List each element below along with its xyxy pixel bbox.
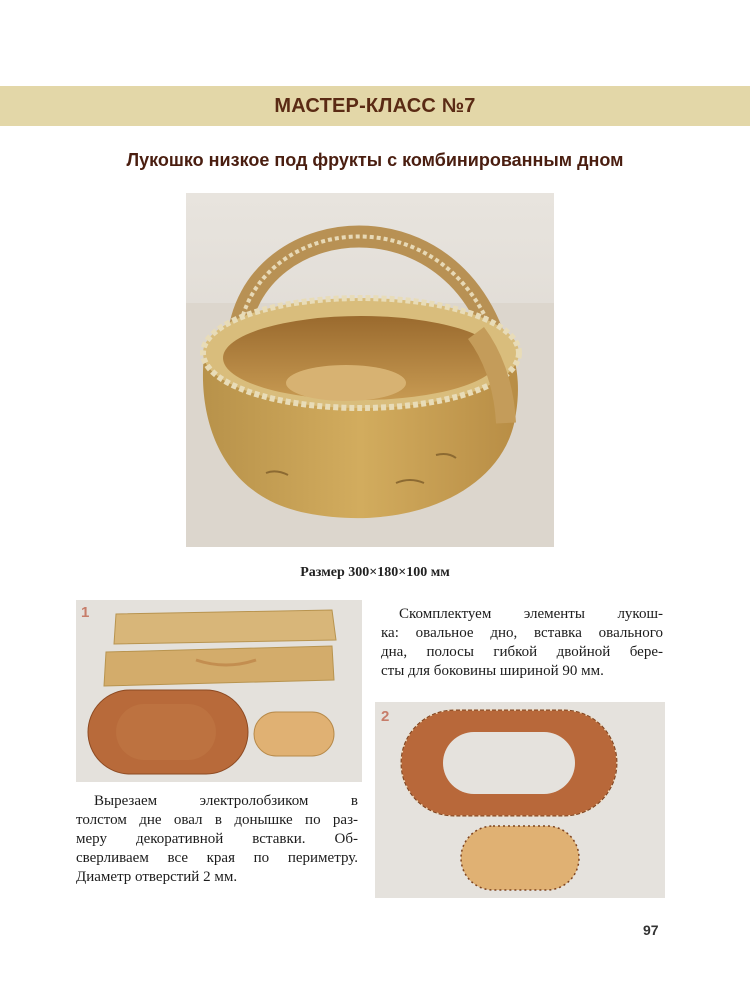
step-1-text-line: Диаметр отверстий 2 мм. (76, 869, 238, 885)
page-subtitle: Лукошко низкое под фрукты с комбинированным дном (126, 150, 624, 170)
step-1-photo (76, 600, 362, 782)
step-2-text-line: сты для боковины шириной 90 мм. (381, 663, 604, 679)
step-2-text-line: дна, полосы гибкой двойной бере- (381, 644, 663, 660)
step-2-photo (375, 702, 665, 898)
page-number: 97 (643, 922, 659, 938)
step-2-text (381, 605, 663, 681)
step-1-text-line: толстом дне овал в донышке по раз- (76, 812, 358, 828)
basket-size-caption: Размер 300×180×100 мм (300, 565, 450, 580)
step-2-number: 2 (381, 708, 390, 725)
step-1-text (76, 792, 358, 887)
step-1-text-line: Вырезаем электролобзиком в (94, 793, 358, 809)
step-2-text-line: Скомплектуем элементы лукош- (399, 606, 663, 622)
step-1-number: 1 (81, 604, 90, 621)
basket-photo (186, 193, 554, 547)
banner-title: МАСТЕР-КЛАСС №7 (274, 95, 476, 117)
step-2-text-line: ка: овальное дно, вставка овального (381, 625, 663, 641)
step-1-text-line: сверливаем все края по периметру. (76, 850, 358, 866)
step-1-text-line: меру декоративной вставки. Об- (76, 831, 358, 847)
